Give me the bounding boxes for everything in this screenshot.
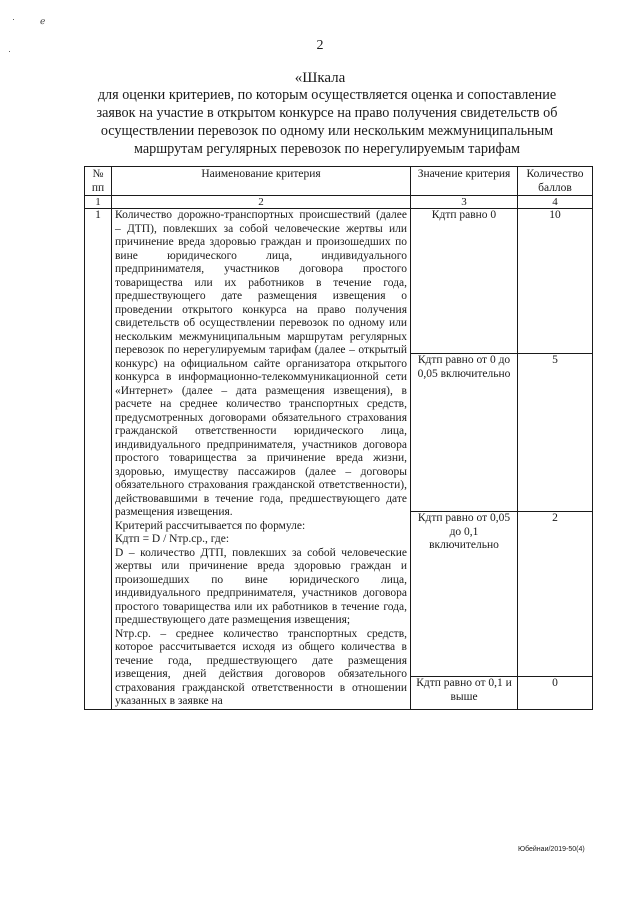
criterion-paragraph: Nтр.ср. – среднее количество транспортных средств, которое рассчитывается исходя из общего количества в течение года, предшествующего дате размещения извещения, дней действия договоров обязательного страхования гражданской ответственности в отношении указанных в заявке на (115, 627, 407, 707)
column-number: 1 (85, 196, 112, 209)
column-number-row (85, 196, 593, 209)
criterion-value: Кдтп равно от 0,05 до 0,1 включительно (411, 512, 518, 677)
column-number: 4 (518, 196, 593, 209)
page-number: 2 (316, 38, 324, 53)
criterion-paragraph: Критерий рассчитывается по формуле: (115, 519, 306, 532)
criterion-value: Кдтп равно 0 (411, 209, 518, 354)
column-number: 2 (112, 196, 411, 209)
points-value: 2 (518, 512, 593, 677)
scan-mark: ℯ (40, 16, 46, 26)
header-criterion-value: Значение критерия (411, 167, 518, 196)
criterion-value: Кдтп равно от 0,1 и выше (411, 677, 518, 710)
points-value: 0 (518, 677, 593, 710)
formula: Кдтп = D / Nтр.ср., где: (115, 533, 230, 545)
criteria-table (84, 166, 593, 710)
header-points: Количество баллов (518, 167, 593, 196)
scan-mark: · (8, 46, 11, 56)
criterion-value: Кдтп равно от 0 до 0,05 включительно (411, 354, 518, 512)
criterion-paragraph: Количество дорожно-транспортных происшествий (далее – ДТП), повлекших за собой человеческие жертвы или причинение вреда здоровью граждан и произошедших по вине юридического лица, индивидуального предпринимателя, участников договора простого товарищества или их работников в течение года, предшествующего дате размещения извещения о проведении открытого конкурса на право получения свидетельств об осуществлении перевозок по одному или нескольким межмуниципальным маршрутам регулярных перевозок по нерегулируемым тарифам (далее – открытый конкурс) на официальном сайте организатора открытого конкурса в информационно-телекоммуникационной сети «Интернет» (далее – дата размещения извещения), в расчете на среднее количество транспортных средств, предусмотренных договорами обязательного страхования гражданской ответственности юридического лица, индивидуального предпринимателя, участников договора простого товарищества за причинение вреда жизни, здоровью, имуществу пассажиров (далее – договоры обязательного страхования гражданской ответственности), действовавшими в течение года, предшествующего дате размещения извещения. (115, 209, 407, 518)
table-header-row (85, 167, 593, 196)
criterion-text (112, 209, 411, 710)
document-subtitle: для оценки критериев, по которым осуществляется оценка и сопоставление заявок на участие в открытом конкурсе на право получения свидетельств об осуществлении перевозок по одному или нескольким межмуниципальным маршрутам регулярных перевозок по нерегулируемым тарифам (96, 87, 558, 157)
header-criterion-name: Наименование критерия (112, 167, 411, 196)
scan-mark: · (12, 14, 15, 24)
points-value: 10 (518, 209, 593, 354)
criterion-paragraph: D – количество ДТП, повлекших за собой человеческие жертвы или причинение вреда здоровью граждан и произошедших по вине юридического лица, индивидуального предпринимателя, участников договора простого товарищества или их работников в течение года, предшествующего дате размещения извещения; (115, 546, 407, 626)
points-value: 5 (518, 354, 593, 512)
header-number: № пп (85, 167, 112, 196)
row-number: 1 (85, 209, 112, 710)
document-title: «Шкала (294, 70, 346, 86)
footer-code: Юбейнаи/2019-50(4) (518, 846, 585, 853)
column-number: 3 (411, 196, 518, 209)
table-row (85, 209, 593, 354)
